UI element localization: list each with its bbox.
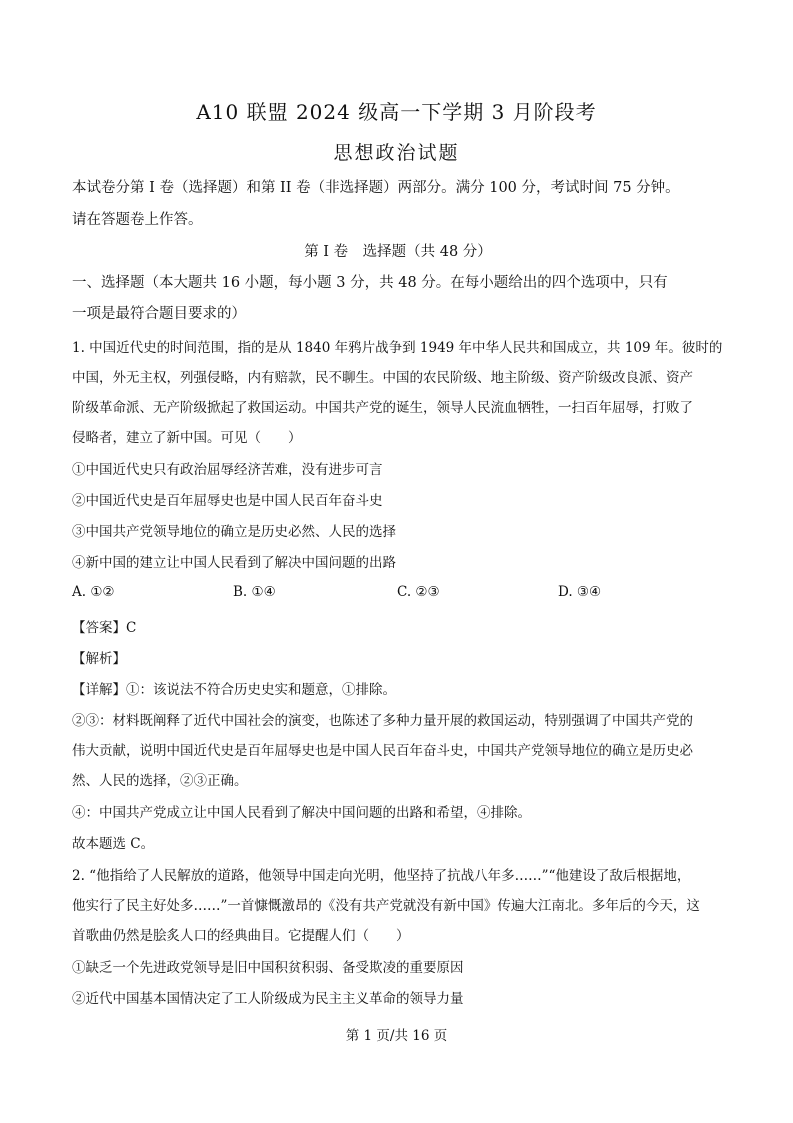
q1-detail-line-1: 【详解】①：该说法不符合历史史实和题意，①排除。 (72, 682, 396, 698)
q1-stem-line-1: 1. 中国近代史的时间范围，指的是从 1840 年鸦片战争到 1949 年中华人民共和国成立，共 109 年。彼时的 (72, 340, 723, 356)
intro-line-2: 请在答题卷上作答。 (72, 212, 203, 228)
q1-stem-line-2: 中国，外无主权，列强侵略，内有赔款，民不聊生。中国的农民阶级、地主阶级、资产阶级改良派、资产 (72, 370, 693, 386)
q2-stem-line-2: 他实行了民主好处多……”一首慷慨激昂的《没有共产党就没有新中国》传遍大江南北。多年后的今天，这 (72, 898, 700, 914)
q2-statement-1: ①缺乏一个先进政党领导是旧中国积贫积弱、备受欺凌的重要原因 (72, 960, 464, 976)
q1-option-c: C. ②③ (397, 584, 440, 600)
q1-statement-2: ②中国近代史是百年屈辱史也是中国人民百年奋斗史 (72, 493, 383, 509)
q1-statement-3: ③中国共产党领导地位的确立是历史必然、人民的选择 (72, 524, 396, 540)
q1-detail-line-3: 伟大贡献，说明中国近代史是百年屈辱史也是中国人民百年奋斗史，中国共产党领导地位的确立是历史必 (72, 743, 693, 759)
q1-answer-line (72, 616, 136, 636)
q1-analysis-label: 【解析】 (72, 651, 126, 667)
exam-subtitle: 思想政治试题 (333, 142, 460, 164)
q1-option-d: D. ③④ (558, 584, 602, 600)
q1-detail-line-4: 然、人民的选择，②③正确。 (72, 773, 248, 789)
q1-statement-1: ①中国近代史只有政治屈辱经济苦难，没有进步可言 (72, 462, 383, 478)
q2-statement-2: ②近代中国基本国情决定了工人阶级成为民主主义革命的领导力量 (72, 991, 464, 1007)
q1-option-a: A. ①② (72, 584, 115, 600)
page-number: 第 1 页/共 16 页 (345, 1028, 448, 1044)
exam-title: A10 联盟 2024 级高一下学期 3 月阶段考 (196, 100, 597, 124)
q1-detail-line-5: ④：中国共产党成立让中国人民看到了解决中国问题的出路和希望，④排除。 (72, 805, 531, 821)
section-title: 第 I 卷 选择题（共 48 分） (304, 244, 492, 260)
q1-detail-line-2: ②③：材料既阐释了近代中国社会的演变，也陈述了多种力量开展的救国运动，特别强调了中国共产党的 (72, 713, 693, 729)
q2-stem-line-1: 2. “他指给了人民解放的道路，他领导中国走向光明，他坚持了抗战八年多……”“他建设了敌后根据地， (72, 868, 691, 884)
q1-answer-value: C (126, 620, 137, 636)
section-instruction-1: 一、选择题（本大题共 16 小题，每小题 3 分，共 48 分。在每小题给出的四个选项中，只有 (72, 275, 668, 291)
q1-option-b: B. ①④ (233, 584, 276, 600)
q1-statement-4: ④新中国的建立让中国人民看到了解决中国问题的出路 (72, 555, 396, 571)
q1-stem-line-4: 侵略者，建立了新中国。可见（ ） (72, 430, 302, 446)
q2-stem-line-3: 首歌曲仍然是脍炙人口的经典曲目。它提醒人们（ ） (72, 928, 410, 944)
q1-detail-line-6: 故本题选 C。 (72, 836, 155, 852)
section-instruction-2: 一项是最符合题目要求的） (72, 306, 246, 322)
q1-answer-label: 【答案】 (72, 620, 126, 636)
q1-stem-line-3: 阶级革命派、无产阶级掀起了救国运动。中国共产党的诞生，领导人民流血牺牲，一扫百年屈辱，打败了 (72, 400, 693, 416)
intro-line-1: 本试卷分第 I 卷（选择题）和第 II 卷（非选择题）两部分。满分 100 分，考试时间 75 分钟。 (72, 180, 680, 196)
